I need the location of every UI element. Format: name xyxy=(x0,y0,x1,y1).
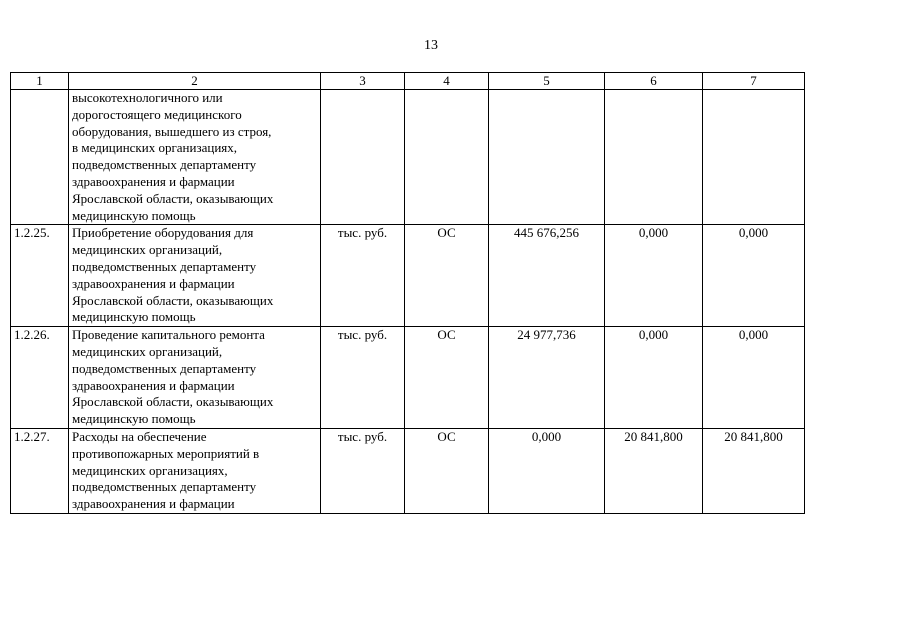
column-header-1: 1 xyxy=(11,73,69,90)
row-name-cell xyxy=(69,327,321,429)
row-name-line: медицинских организаций, xyxy=(72,343,223,359)
page-number: 13 xyxy=(424,38,438,53)
row-name-line: медицинских организаций, xyxy=(72,242,223,258)
row-name-line: здравоохранения и фармации xyxy=(72,173,235,189)
row-value-col5-cell xyxy=(489,90,605,225)
column-header-6: 6 xyxy=(605,73,703,90)
row-name-line: Ярославской области, оказывающих xyxy=(72,292,274,308)
row-number-cell: 1.2.27. xyxy=(11,428,69,513)
row-name-line: подведомственных департаменту xyxy=(72,360,257,376)
row-value-col7-cell: 0,000 xyxy=(703,327,805,429)
row-name-line: дорогостоящего медицинского xyxy=(72,106,242,122)
table-row xyxy=(11,428,805,513)
row-name-line: здравоохранения и фармации xyxy=(72,377,235,393)
row-name-line: подведомственных департаменту xyxy=(72,479,257,495)
row-value-col7-cell: 20 841,800 xyxy=(703,428,805,513)
row-name-line: медицинскую помощь xyxy=(72,309,196,325)
row-number-cell: 1.2.25. xyxy=(11,225,69,327)
row-number-cell xyxy=(11,90,69,225)
row-unit-cell: тыс. руб. xyxy=(321,225,405,327)
table-row xyxy=(11,90,805,225)
budget-table xyxy=(10,72,805,514)
column-header-5: 5 xyxy=(489,73,605,90)
row-name-line: Проведение капитального ремонта xyxy=(72,327,265,343)
column-header-2: 2 xyxy=(69,73,321,90)
row-value-col6-cell xyxy=(605,90,703,225)
column-header-7: 7 xyxy=(703,73,805,90)
row-name-line: медицинских организациях, xyxy=(72,462,228,478)
row-name-line: Ярославской области, оказывающих xyxy=(72,190,274,206)
row-source-cell: ОС xyxy=(405,428,489,513)
row-value-col5-cell: 0,000 xyxy=(489,428,605,513)
row-value-col6-cell: 20 841,800 xyxy=(605,428,703,513)
row-name-line: медицинскую помощь xyxy=(72,411,196,427)
row-name-line: в медицинских организациях, xyxy=(72,140,238,156)
row-unit-cell: тыс. руб. xyxy=(321,428,405,513)
column-header-3: 3 xyxy=(321,73,405,90)
row-name-line: здравоохранения и фармации xyxy=(72,496,235,512)
row-unit-cell: тыс. руб. xyxy=(321,327,405,429)
row-name-line: оборудования, вышедшего из строя, xyxy=(72,123,272,139)
row-value-col7-cell: 0,000 xyxy=(703,225,805,327)
row-name-line: высокотехнологичного или xyxy=(72,90,223,105)
table-body xyxy=(11,90,805,514)
table-header-row xyxy=(11,73,805,90)
row-value-col7-cell xyxy=(703,90,805,225)
row-name-cell xyxy=(69,90,321,225)
row-value-col5-cell: 24 977,736 xyxy=(489,327,605,429)
row-unit-cell xyxy=(321,90,405,225)
row-name-cell xyxy=(69,428,321,513)
table-row xyxy=(11,327,805,429)
column-header-4: 4 xyxy=(405,73,489,90)
row-name-line: подведомственных департаменту xyxy=(72,258,257,274)
row-name-line: противопожарных мероприятий в xyxy=(72,445,260,461)
row-name-cell xyxy=(69,225,321,327)
row-name-line: Расходы на обеспечение xyxy=(72,428,207,444)
row-value-col5-cell: 445 676,256 xyxy=(489,225,605,327)
row-number-cell: 1.2.26. xyxy=(11,327,69,429)
row-source-cell: ОС xyxy=(405,225,489,327)
row-name-line: Ярославской области, оказывающих xyxy=(72,394,274,410)
row-name-line: подведомственных департаменту xyxy=(72,157,257,173)
table-row xyxy=(11,225,805,327)
row-source-cell: ОС xyxy=(405,327,489,429)
row-value-col6-cell: 0,000 xyxy=(605,327,703,429)
row-name-line: Приобретение оборудования для xyxy=(72,225,254,241)
row-name-line: медицинскую помощь xyxy=(72,207,196,223)
row-source-cell xyxy=(405,90,489,225)
row-value-col6-cell: 0,000 xyxy=(605,225,703,327)
row-name-line: здравоохранения и фармации xyxy=(72,275,235,291)
